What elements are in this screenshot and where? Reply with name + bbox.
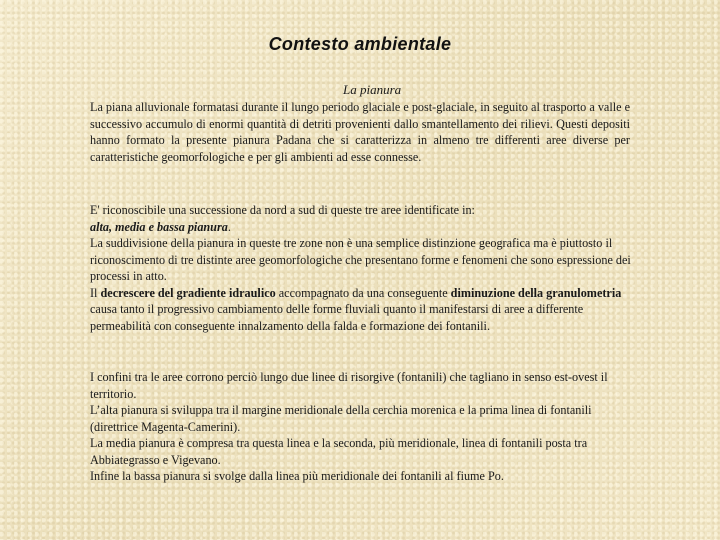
gradient-text-mid: accompagnato da una conseguente	[275, 285, 451, 300]
zones-intro-line: E' riconoscibile una successione da nord a sud di queste tre aree identificate in:	[90, 203, 475, 217]
media-pianura-paragraph: La media pianura è compresa tra questa linea e la seconda, più meridionale, linea di fontanili posta tra Abbiategrasso e Vigevano.	[90, 436, 588, 467]
boundaries-paragraph: I confini tra le aree corrono perciò lungo due linee di risorgive (fontanili) che tagliano in senso est-ovest il territorio.	[90, 370, 608, 401]
gradient-paragraph	[90, 285, 635, 335]
intro-paragraph: La piana alluvionale formatasi durante il lungo periodo glaciale e post-glaciale, in seguito al trasporto a valle e successivo accumulo di enormi quantità di detriti provenienti dallo smantellamento dei rilievi. Questi depositi hanno formato la presente pianura Padana che si caratterizza in almeno tre differenti aree diverse per caratteristiche geomorfologiche e per gli ambienti ad esse connesse.	[90, 100, 630, 164]
boundaries-section	[90, 369, 635, 485]
page-title: Contesto ambientale	[268, 34, 452, 54]
bassa-pianura-paragraph: Infine la bassa pianura si svolge dalla linea più meridionale dei fontanili al fiume Po.	[90, 469, 504, 483]
zones-names-line	[90, 219, 635, 236]
section-subtitle: La pianura	[343, 82, 402, 97]
zones-section	[90, 202, 635, 334]
gradient-bold-term: decrescere del gradiente idraulico	[100, 285, 276, 300]
granulometry-bold-term: diminuzione della granulometria	[450, 285, 622, 300]
gradient-text-start: Il	[90, 285, 101, 300]
zones-names: alta, media e bassa pianura	[90, 219, 228, 234]
gradient-text-end: causa tanto il progressivo cambiamento delle forme fluviali quanto il manifestarsi di aree a differente permeabilità con conseguente innalzamento della falda e formazione dei fontanili.	[90, 302, 584, 333]
zones-explanation: La suddivisione della pianura in queste tre zone non è una semplice distinzione geografica ma è piuttosto il riconoscimento di tre distinte aree geomorfologiche che presentano forme e fenomeni che sono espressione dei processi in atto.	[90, 236, 631, 283]
zones-names-period: .	[227, 219, 231, 234]
alta-pianura-paragraph: L’alta pianura si sviluppa tra il margine meridionale della cerchia morenica e la prima linea di fontanili (direttrice Magenta-Camerini).	[90, 403, 592, 434]
